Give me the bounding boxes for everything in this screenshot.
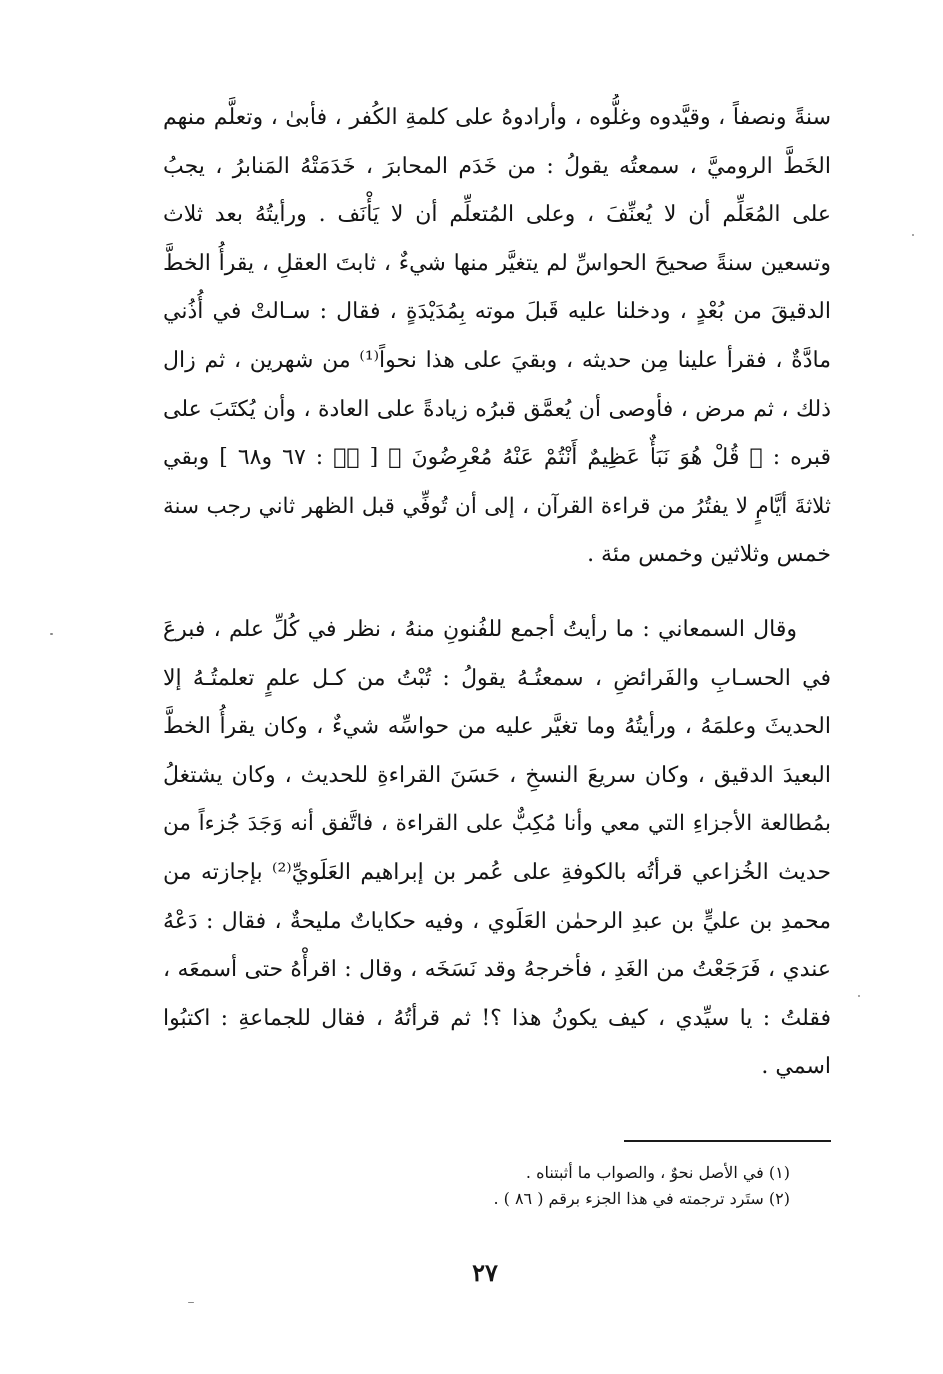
scan-speck [858, 995, 860, 997]
text-line: على المُعَلِّم أن لا يُعنِّفَ ، وعلى المُتعلِّم أن لا يَأْنَف . ورأيتُهُ بعد ثلاث [163, 202, 831, 228]
text-line: الحديثَ وعلمَهُ ، ورأيتُهُ وما تغيَّر عليه من حواسِّه شيءٌ ، وكان يقرأُ الخطَّ [163, 714, 831, 740]
text-line: فقلتُ : يا سيِّدي ، كيف يكونُ هذا ؟! ثم قرأتُهُ ، فقال للجماعةِ : اكتبُوا [163, 1005, 831, 1031]
text-line: وتسعين سنةً صحيحَ الحواسِّ لم يتغيَّر منها شيءٌ ، ثابتَ العقلِ ، يقرأُ الخطَّ [163, 250, 831, 276]
paragraph-1 [163, 94, 831, 580]
scan-speck [912, 234, 914, 236]
text-line: البعيدَ الدقيق ، وكان سريعَ النسخِ ، حَسَنَ القراءةِ للحديث ، وكان يشتغلُ [163, 762, 831, 788]
text-line: في الحسـابِ والفَرائضِ ، سمعتُـهُ يقولُ : تُبْتُ من كـل علمٍ تعلمتُـهُ إلا [163, 665, 831, 691]
text-line: وقال السمعاني : ما رأيتُ أجمع للفُنونِ منهُ ، نظر في كُلِّ علم ، فبرعَ [163, 617, 797, 642]
text-line: سنةً ونصفاً ، وقيَّدوه وغلُّوه ، وأرادوهُ على كلمةِ الكُفر ، فأبىٰ ، وتعلَّم منهم [163, 105, 831, 130]
scan-speck [50, 633, 53, 635]
text-line: خمس وثلاثين وخمس مئة . [587, 542, 831, 568]
text-line: عندي ، فَرَجَعْتُ من الغَدِ ، فأخرجهُ وقد نَسَخَه ، وقال : اقرأْهُ حتى أسمعَه ، [163, 957, 831, 983]
text-line: الدقيقَ من بُعْدٍ ، ودخلنا عليه قَبلَ موته بِمُدَيْدَةٍ ، فقال : سـالتْ في أُذُني [163, 299, 831, 325]
text-line: اسمي . [761, 1054, 831, 1080]
footnote-divider [624, 1140, 831, 1142]
scan-speck [188, 1302, 194, 1303]
footnote-2: (٢) ستَرد ترجمته في هذا الجزء برقم ( ٨٦ ) . [493, 1189, 790, 1208]
paragraph-2 [163, 606, 831, 1092]
text-line: قبره : ﴿ قُلْ هُوَ نَبَأٌ عَظِيمٌ أَنْتُمْ عَنْهُ مُعْرِضُونَ ﴾ [ صۤ : ٦٧ و٦٨ ] وبقي [163, 445, 831, 471]
text-line: مادَّةٌ ، فقرأ علينا مِن حديثه ، وبقيَ على هذا نحواً⁽¹⁾ من شهرين ، ثم زال [163, 347, 831, 373]
text-line: حديث الخُزاعي قرأتُه بالكوفةِ على عُمر بن إبراهيم العَلَويِّ⁽²⁾ بإجازته من [163, 859, 831, 885]
text-line: ذلك ، ثم مرض ، فأوصى أن يُعمَّق قبرُه زيادةً على العادة ، وأن يُكتَبَ على [163, 396, 831, 422]
text-line: بمُطالعة الأجزاءِ التي معي وأنا مُكِبٌّ على القراءة ، فاتَّفق أنه وَجَدَ جُزءاً من [163, 811, 831, 837]
text-line: محمدِ بن عليٍّ بن عبدِ الرحمٰن العَلَوي ، وفيه حكاياتٌ مليحةٌ ، فقال : دَعْهُ [163, 908, 831, 934]
text-line: الخَطَّ الروميَّ ، سمعتُه يقولُ : من خَدَم المحابرَ ، خَدَمَتْهُ المَنابرُ ، يجبُ [163, 153, 831, 179]
page-number: ٢٧ [472, 1258, 498, 1287]
footnotes [300, 1160, 790, 1212]
text-line: ثلاثةَ أيَّامٍ لا يفتُرُ من قراءة القرآن ، إلى أن تُوفِّي قبل الظهر ثاني رجب سنة [163, 493, 831, 519]
footnote-1: (١) في الأصل نحوٌ ، والصواب ما أثبتناه . [525, 1163, 790, 1182]
